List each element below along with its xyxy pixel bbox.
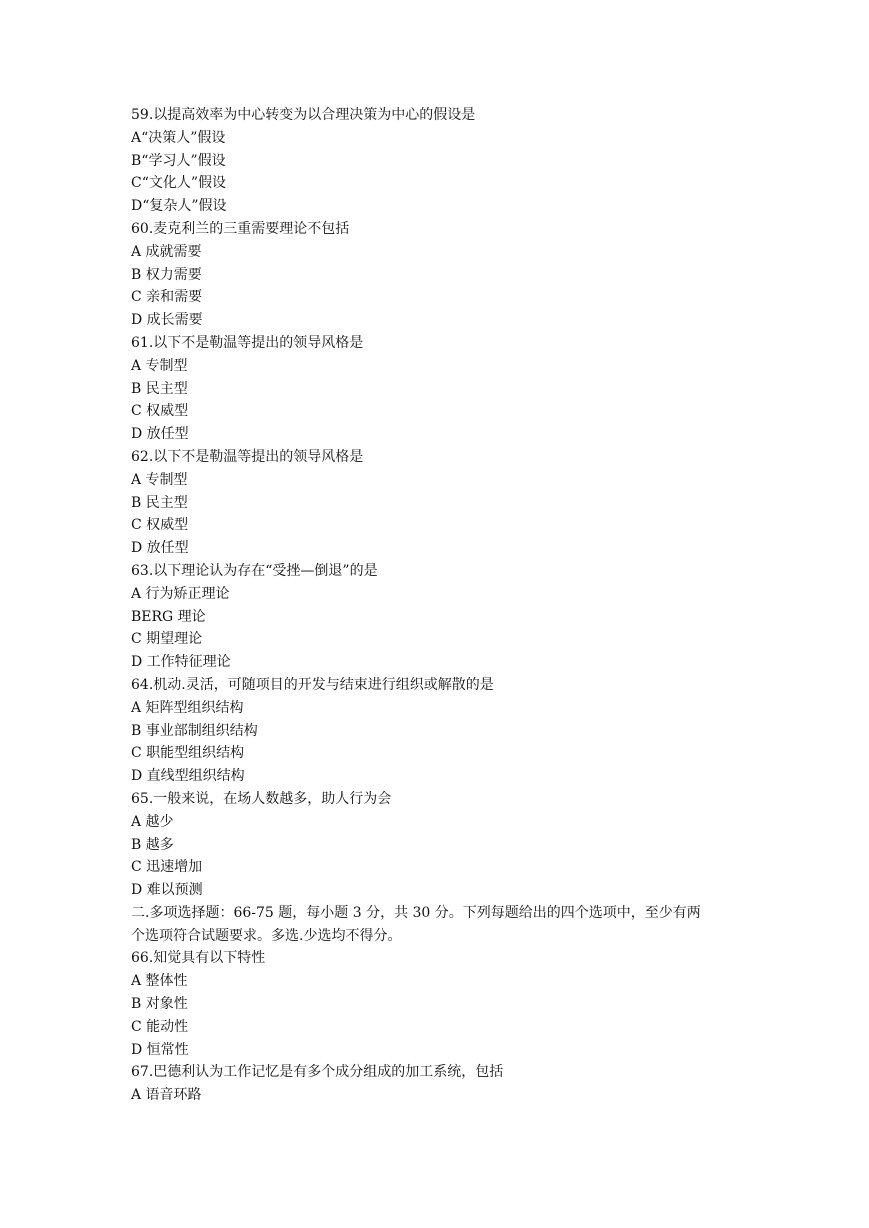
- document-page: [131, 104, 771, 1107]
- section-header-line-1: 二.多项选择题：66-75 题，每小题 3 分，共 30 分。下列每题给出的四个选项中，至少有两: [131, 904, 701, 921]
- question-stem: 62.以下不是勒温等提出的领导风格是: [131, 448, 364, 465]
- answer-option: D 恒常性: [131, 1041, 189, 1058]
- answer-option: C 迅速增加: [131, 859, 203, 876]
- answer-option: A 行为矫正理论: [131, 585, 230, 602]
- answer-option: B 对象性: [131, 996, 188, 1013]
- answer-option: A 专制型: [131, 471, 188, 488]
- question-block-66-67: [131, 947, 771, 1107]
- question-stem: 67.巴德利认为工作记忆是有多个成分组成的加工系统，包括: [131, 1064, 504, 1081]
- answer-option: A 专制型: [131, 357, 188, 374]
- answer-option: A 越少: [131, 813, 174, 830]
- question-stem: 63.以下理论认为存在“受挫—倒退”的是: [131, 562, 378, 579]
- answer-option: C 权威型: [131, 403, 189, 420]
- question-stem: 59.以提高效率为中心转变为以合理决策为中心的假设是: [131, 107, 476, 123]
- answer-option: B 民主型: [131, 494, 188, 511]
- answer-option: BERG 理论: [131, 608, 206, 625]
- answer-option: D“复杂人”假设: [131, 198, 227, 215]
- answer-option: C 职能型组织结构: [131, 745, 245, 762]
- answer-option: C 期望理论: [131, 631, 203, 648]
- answer-option: C 权威型: [131, 517, 189, 534]
- answer-option: B 越多: [131, 836, 174, 853]
- answer-option: A 整体性: [131, 973, 188, 990]
- answer-option: C 亲和需要: [131, 289, 203, 306]
- answer-option: B 权力需要: [131, 266, 202, 283]
- question-stem: 61.以下不是勒温等提出的领导风格是: [131, 334, 364, 351]
- answer-option: A 语音环路: [131, 1087, 202, 1104]
- answer-option: D 放任型: [131, 540, 189, 557]
- question-stem: 60.麦克利兰的三重需要理论不包括: [131, 220, 350, 237]
- question-stem: 64.机动.灵活，可随项目的开发与结束进行组织或解散的是: [131, 676, 494, 693]
- question-block-59-65: [131, 104, 771, 902]
- answer-option: C“文化人”假设: [131, 175, 227, 192]
- section-header-multiple-choice: [131, 902, 771, 948]
- answer-option: D 放任型: [131, 426, 189, 443]
- answer-option: B 民主型: [131, 380, 188, 397]
- section-header-line-2: 个选项符合试题要求。多选.少选均不得分。: [131, 927, 402, 944]
- answer-option: B 事业部制组织结构: [131, 722, 258, 739]
- answer-option: A 成就需要: [131, 243, 202, 260]
- answer-option: D 工作特征理论: [131, 654, 231, 671]
- answer-option: A“决策人”假设: [131, 129, 226, 146]
- answer-option: D 直线型组织结构: [131, 768, 245, 785]
- answer-option: C 能动性: [131, 1018, 189, 1035]
- answer-option: D 难以预测: [131, 882, 203, 899]
- answer-option: D 成长需要: [131, 312, 203, 329]
- answer-option: A 矩阵型组织结构: [131, 699, 244, 716]
- question-stem: 66.知觉具有以下特性: [131, 950, 266, 967]
- question-stem: 65.一般来说，在场人数越多，助人行为会: [131, 790, 392, 807]
- answer-option: B“学习人”假设: [131, 152, 226, 169]
